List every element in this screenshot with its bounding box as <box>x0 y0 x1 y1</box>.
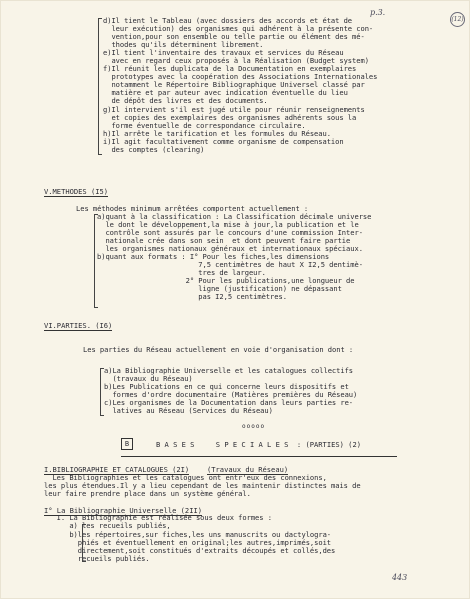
text-line: de dépôt des livres et des documents. <box>103 96 268 105</box>
text-line: les plus étendues.Il y a lieu cependant de les maintenir distinctes mais de <box>44 481 361 490</box>
text-line: directement,soit constitués d'extraits découpés et collés,des <box>44 546 336 555</box>
bracket-mark <box>100 368 104 416</box>
bracket-mark <box>82 524 86 562</box>
text-line: Les Bibliographies et les catalogues ont entr'eux des connexions, <box>44 473 327 482</box>
handwritten-page-ref: p.3. <box>370 8 386 17</box>
bracket-mark <box>94 214 98 308</box>
text-line: des comptes (clearing) <box>103 145 205 154</box>
section-heading-parties: VI.PARTIES. (I6) <box>44 321 113 330</box>
section-heading-bases-speciales: B A S E S S P E C I A L E S : (PARTIES) (2) <box>156 440 361 449</box>
text-line: matière et par auteur avec indication éventuelle du lieu <box>103 88 348 97</box>
text-line: a) les recueils publiés, <box>44 521 171 530</box>
text-line: notamment le Répertoire Bibliographique Universel classé par <box>103 80 365 89</box>
text-line: pas I2,5 centimètres. <box>97 292 287 301</box>
section-heading-methodes: V.METHODES (I5) <box>44 187 109 196</box>
text-line: leur faire prendre place dans un système général. <box>44 489 251 498</box>
text-line: a)quant à la classification : La Classification décimale universe <box>97 212 372 221</box>
text-line: c)Les organismes de la Documentation dans leurs parties re- <box>104 398 354 407</box>
text-line: g)Il intervient s'il est jugé utile pour réunir renseignements <box>103 105 365 114</box>
page-number-stamp: (12) <box>450 12 465 27</box>
text-line: (travaux du Réseau) <box>104 374 193 383</box>
text-line: formes d'ordre documentaire (Matières premières du Réseau) <box>104 390 358 399</box>
text-line: le dont le développement,la mise à jour,la publication et le <box>97 220 359 229</box>
text-line: Les parties du Réseau actuellement en voie d'organisation dont : <box>83 345 354 354</box>
text-line: b)Les Publications en ce qui concerne leurs dispositifs et <box>104 382 349 391</box>
text-line: e)Il tient l'inventaire des travaux et services du Réseau <box>103 48 344 57</box>
text-line: vention,pour son ensemble ou telle partie ou élément des mé- <box>103 32 365 41</box>
text-line: 2° Pour les publications,une longueur de <box>97 276 355 285</box>
text-line: leur exécution) des organismes qui adhérent à la présente con- <box>103 24 374 33</box>
text-line: prototypes avec la coopération des Associations Internationales <box>103 72 378 81</box>
handwritten-folio-number: 443 <box>392 573 408 582</box>
text-line: phiés et éventuellement en original;les autres,imprimés,soit <box>44 538 332 547</box>
text-line: nationale crée dans son sein et dont peuvent faire partie <box>97 236 351 245</box>
text-line: b)les répertoires,sur fiches,les uns manuscrits ou dactylogra- <box>44 530 332 539</box>
section-heading-travaux: (Travaux du Réseau) <box>207 465 289 474</box>
divider-rule <box>121 456 397 457</box>
text-line: f)Il réunit les duplicata de la Documentation en exemplaires <box>103 64 357 73</box>
bracket-mark <box>98 18 102 155</box>
text-line: d)Il tient le Tableau (avec dossiers des accords et état de <box>103 16 353 25</box>
section-heading-bibliographie-universelle: I° La Bibliographie Universelle (2II) <box>44 506 203 515</box>
text-line: les organismes nationaux généraux et internationaux spéciaux. <box>97 244 363 253</box>
text-line: ligne (justification) ne dépassant <box>97 284 342 293</box>
text-line: contrôle sont assurés par le concours d'une commission Inter- <box>97 228 363 237</box>
text-line: Les méthodes minimum arrêtées comportent actuellement : <box>76 204 309 213</box>
text-line: I. La Bibliographie est réalisée sous deux formes : <box>44 513 272 522</box>
section-heading-bibliographie: I.BIBLIOGRAPHIE ET CATALOGUES (2I) <box>44 465 190 474</box>
text-line: latives au Réseau (Services du Réseau) <box>104 406 273 415</box>
text-line: recueils publiés. <box>44 554 150 563</box>
section-letter-box: B <box>121 438 133 450</box>
text-line: 7,5 centimètres de haut X I2,5 dentimè- <box>97 260 363 269</box>
ornament-divider: ooooo <box>242 423 266 430</box>
text-line: tres de largeur. <box>97 268 266 277</box>
text-line: h)Il arrête le tarification et les formules du Réseau. <box>103 129 331 138</box>
text-line: i)Il agit facultativement comme organisme de compensation <box>103 137 344 146</box>
text-line: et copies des exemplaires des organismes adhérents sous la <box>103 113 357 122</box>
text-line: b)quant aux formats : I° Pour les fiches,les dimensions <box>97 252 330 261</box>
text-line: a)La Bibliographie Universelle et les catalogues collectifs <box>104 366 354 375</box>
text-line: avec en regard ceux proposés à la Réalisation (Budget system) <box>103 56 369 65</box>
text-line: thodes qu'ils déterminent librement. <box>103 40 264 49</box>
text-line: forme éventuelle de correspondance circulaire. <box>103 121 306 130</box>
